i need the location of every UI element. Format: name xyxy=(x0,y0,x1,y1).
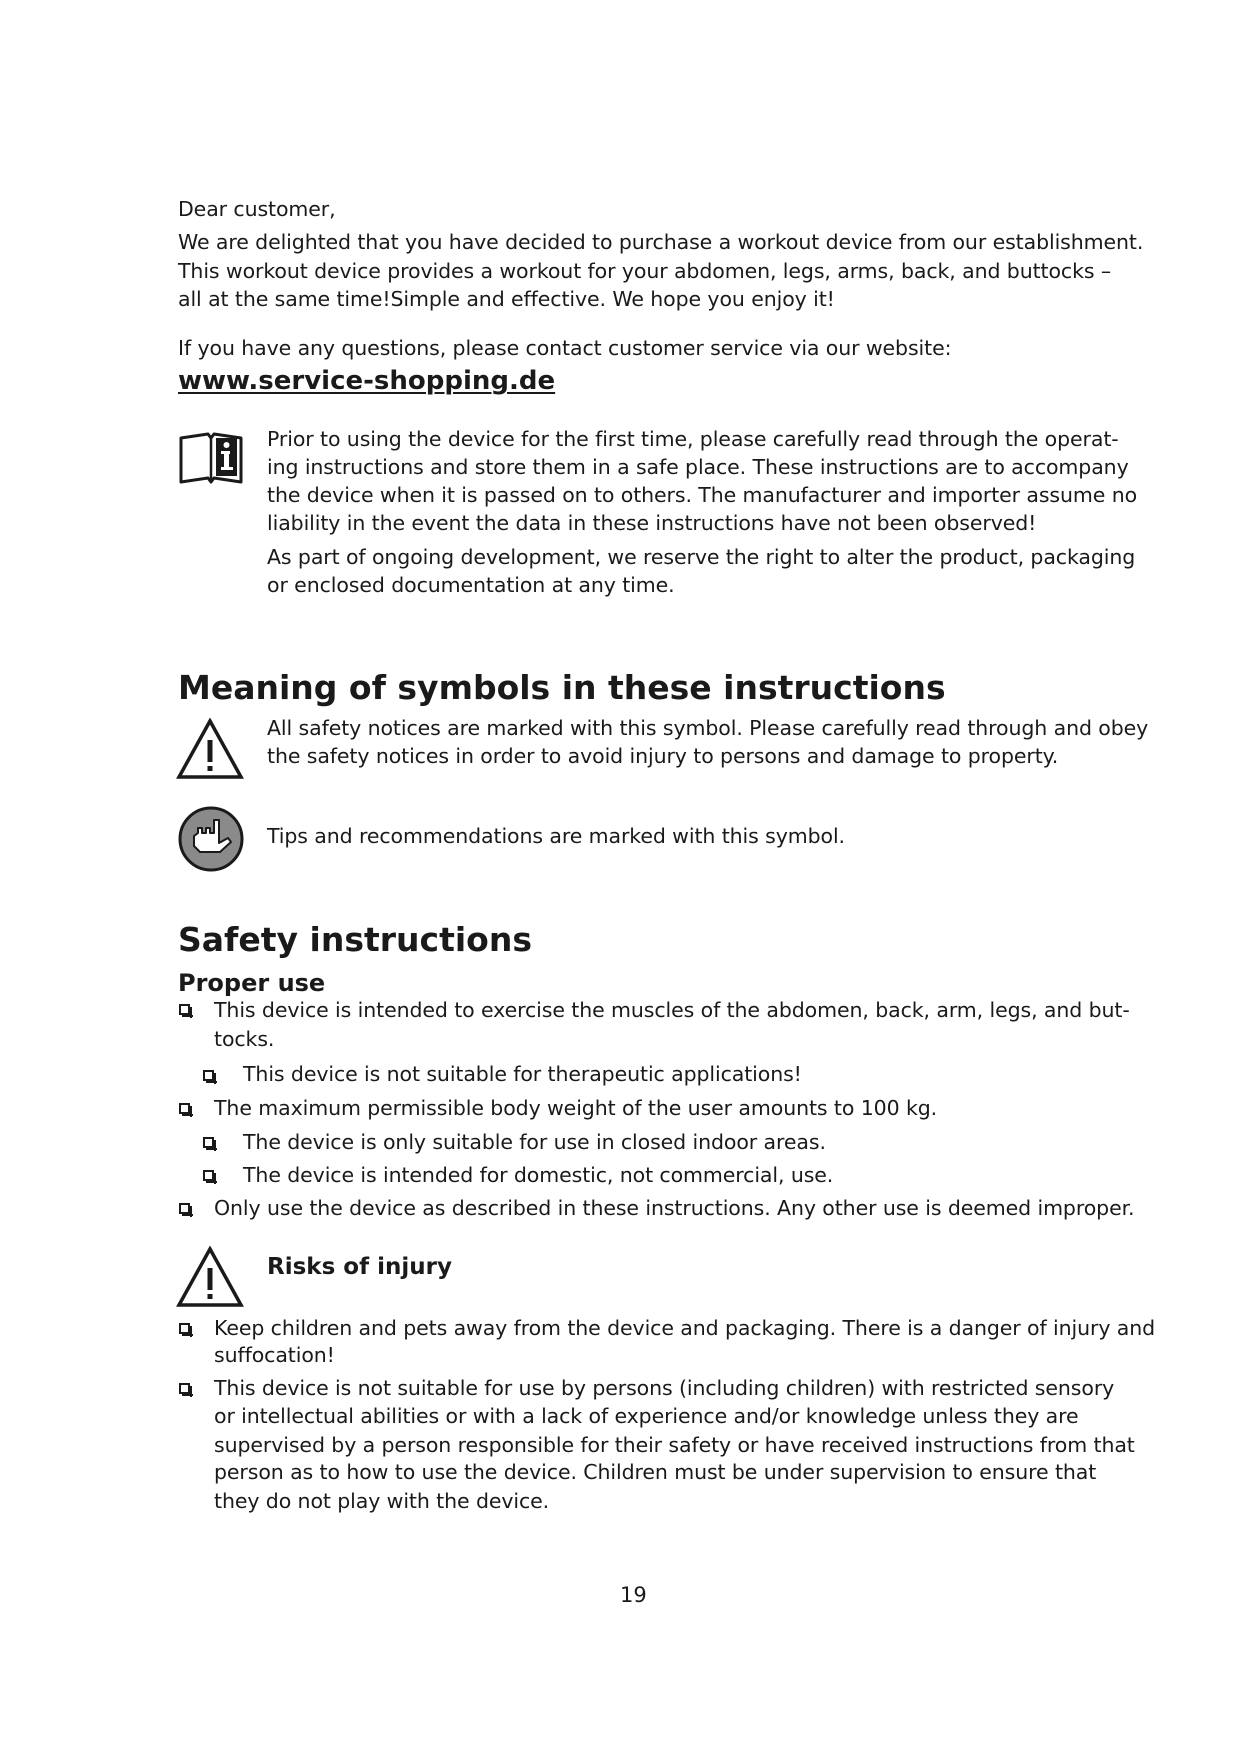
greeting: Dear customer, xyxy=(178,197,336,221)
page-number: 19 xyxy=(620,1583,647,1607)
intro-line: This workout device provides a workout for your abdomen, legs, arms, back, and buttocks – xyxy=(178,259,1111,283)
info-line: As part of ongoing development, we reserve the right to alter the product, packaging xyxy=(267,545,1136,569)
bullet-text: Keep children and pets away from the device and packaging. There is a danger of injury and xyxy=(214,1316,1156,1340)
bullet-box-icon xyxy=(203,1170,214,1181)
bullet-text: tocks. xyxy=(214,1027,275,1051)
bullet-text: or intellectual abilities or with a lack of experience and/or knowledge unless they are xyxy=(214,1404,1079,1428)
warning-line: All safety notices are marked with this symbol. Please carefully read through and obey xyxy=(267,716,1149,740)
info-line: Prior to using the device for the first time, please carefully read through the operat- xyxy=(267,427,1119,451)
bullet-text: This device is intended to exercise the muscles of the abdomen, back, arm, legs, and but- xyxy=(214,998,1130,1022)
bullet-text: This device is not suitable for therapeutic applications! xyxy=(243,1062,802,1086)
bullet-text: supervised by a person responsible for their safety or have received instructions from that xyxy=(214,1433,1135,1457)
bullet-text: The device is only suitable for use in closed indoor areas. xyxy=(243,1130,826,1154)
info-line: ing instructions and store them in a safe place. These instructions are to accompany xyxy=(267,455,1129,479)
bullet-box-icon xyxy=(179,1383,190,1394)
contact-text: If you have any questions, please contact customer service via our website: xyxy=(178,336,952,360)
symbols-heading: Meaning of symbols in these instructions xyxy=(178,668,946,707)
bullet-box-icon xyxy=(179,1004,190,1015)
info-line: or enclosed documentation at any time. xyxy=(267,573,675,597)
website-link[interactable]: www.service-shopping.de xyxy=(178,366,556,396)
safety-heading: Safety instructions xyxy=(178,920,532,959)
warning-triangle-icon xyxy=(176,1246,244,1308)
bullet-box-icon xyxy=(179,1103,190,1114)
warning-line: the safety notices in order to avoid injury to persons and damage to property. xyxy=(267,744,1059,768)
bullet-box-icon xyxy=(203,1137,214,1148)
bullet-text: Only use the device as described in these instructions. Any other use is deemed improper. xyxy=(214,1196,1135,1220)
bullet-text: they do not play with the device. xyxy=(214,1489,550,1513)
risks-heading: Risks of injury xyxy=(267,1254,452,1280)
bullet-text: The maximum permissible body weight of the user amounts to 100 kg. xyxy=(214,1096,938,1120)
bullet-text: person as to how to use the device. Children must be under supervision to ensure that xyxy=(214,1460,1097,1484)
bullet-box-icon xyxy=(179,1203,190,1214)
proper-use-heading: Proper use xyxy=(178,969,326,997)
info-line: the device when it is passed on to others. The manufacturer and importer assume no xyxy=(267,483,1138,507)
info-line: liability in the event the data in these instructions have not been observed! xyxy=(267,511,1037,535)
bullet-box-icon xyxy=(203,1070,214,1081)
bullet-box-icon xyxy=(179,1323,190,1334)
tip-hand-icon xyxy=(176,806,246,872)
bullet-text: suffocation! xyxy=(214,1343,335,1367)
bullet-text: The device is intended for domestic, not commercial, use. xyxy=(243,1163,834,1187)
tip-text: Tips and recommendations are marked with this symbol. xyxy=(267,824,845,848)
intro-line: all at the same time!Simple and effective. We hope you enjoy it! xyxy=(178,287,835,311)
bullet-text: This device is not suitable for use by persons (including children) with restricted sensory xyxy=(214,1376,1115,1400)
intro-line: We are delighted that you have decided to purchase a workout device from our establishment. xyxy=(178,230,1144,254)
warning-triangle-icon xyxy=(176,718,244,780)
info-book-icon xyxy=(178,430,244,486)
